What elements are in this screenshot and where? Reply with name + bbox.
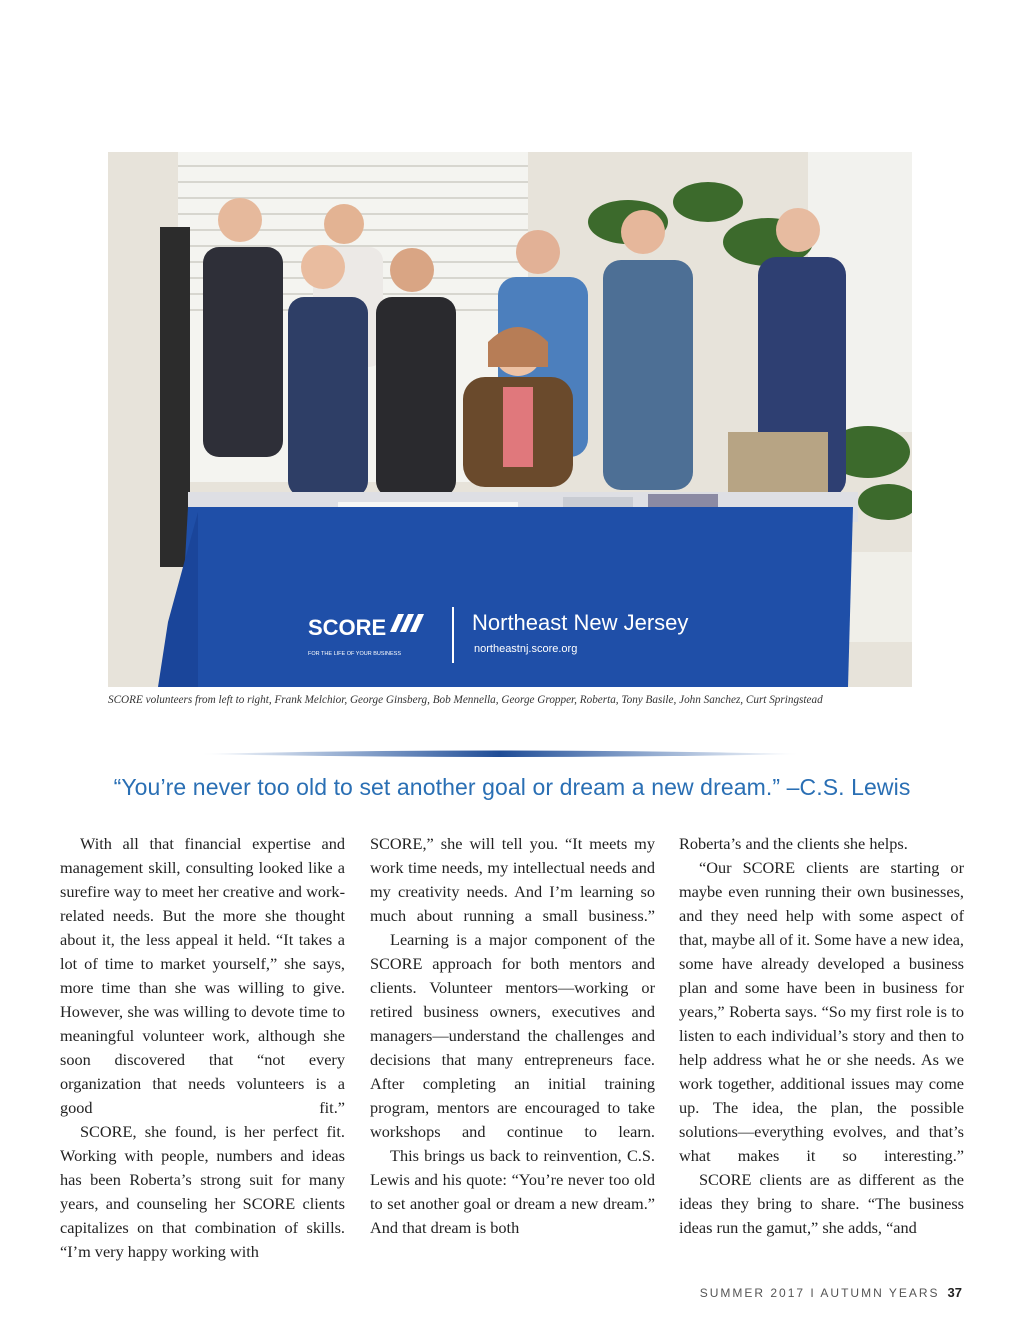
banner-url: northeastnj.score.org (474, 643, 578, 655)
banner-brand: SCORE (308, 615, 387, 640)
paragraph: SCORE,” she will tell you. “It meets my work time needs, my intellectual needs and my creativity needs. And I’m learning so much about running a small business.” (370, 834, 655, 925)
paragraph: Roberta’s and the clients she helps. (679, 834, 908, 853)
pull-quote: “You’re never too old to set another goal or dream a new dream.” –C.S. Lewis (113, 774, 911, 800)
paragraph: SCORE clients are as different as the ideas they bring to share. “The business ideas run the gamut,” she adds, “and (679, 1170, 964, 1237)
photo-caption: SCORE volunteers from left to right, Frank Melchior, George Ginsberg, Bob Mennella, George Gropper, Roberta, Tony Basile, John Sanchez, Curt Springstead (108, 694, 823, 706)
article-column-2 (370, 832, 655, 1240)
paragraph: Learning is a major component of the SCORE approach for both mentors and clients. Volunteer mentors—working or retired business owners, executives and managers—understand the challenges and decisions that many entrepreneurs face. After completing an initial training program, mentors are encouraged to take workshops and continue to learn. (370, 930, 655, 1141)
paragraph: This brings us back to reinvention, C.S. Lewis and his quote: “You’re never too old to set another goal or dream a new dream.” And that dream is both (370, 1146, 655, 1237)
footer-issue: SUMMER 2017 I AUTUMN YEARS (699, 1286, 940, 1300)
page-number: 37 (947, 1285, 962, 1300)
article-column-3 (679, 832, 964, 1240)
article-column-1 (60, 832, 345, 1264)
paragraph: “Our SCORE clients are starting or maybe even running their own businesses, and they need help with some aspect of that, maybe all of it. Some have a new idea, some have already developed a business plan and some have been in business for years,” Roberta says. “So my first role is to listen to each individual’s story and then to help address what he or she needs. As we work together, additional issues may come up. The idea, the plan, the possible solutions—everything evolves, and that’s what makes it so interesting.” (679, 858, 964, 1165)
group-photo (108, 152, 912, 687)
decorative-rule (200, 748, 800, 762)
paragraph: With all that financial expertise and management skill, consulting looked like a surefire way to meet her creative and work-related needs. But the more she thought about it, the less appeal it held. “It takes a lot of time to market yourself,” she says, more time than she was willing to give. However, she was willing to devote time to meaningful volunteer work, although she soon discovered that “not every organization that needs volunteers is a good fit.” (60, 834, 345, 1117)
banner-region: Northeast New Jersey (472, 610, 689, 635)
page-footer (700, 1285, 962, 1300)
banner-tagline: FOR THE LIFE OF YOUR BUSINESS (308, 651, 402, 657)
paragraph: SCORE, she found, is her perfect fit. Working with people, numbers and ideas has been Roberta’s strong suit for many years, and counseling her SCORE clients capitalizes on that combination of skills. “I’m very happy working with (60, 1122, 345, 1261)
